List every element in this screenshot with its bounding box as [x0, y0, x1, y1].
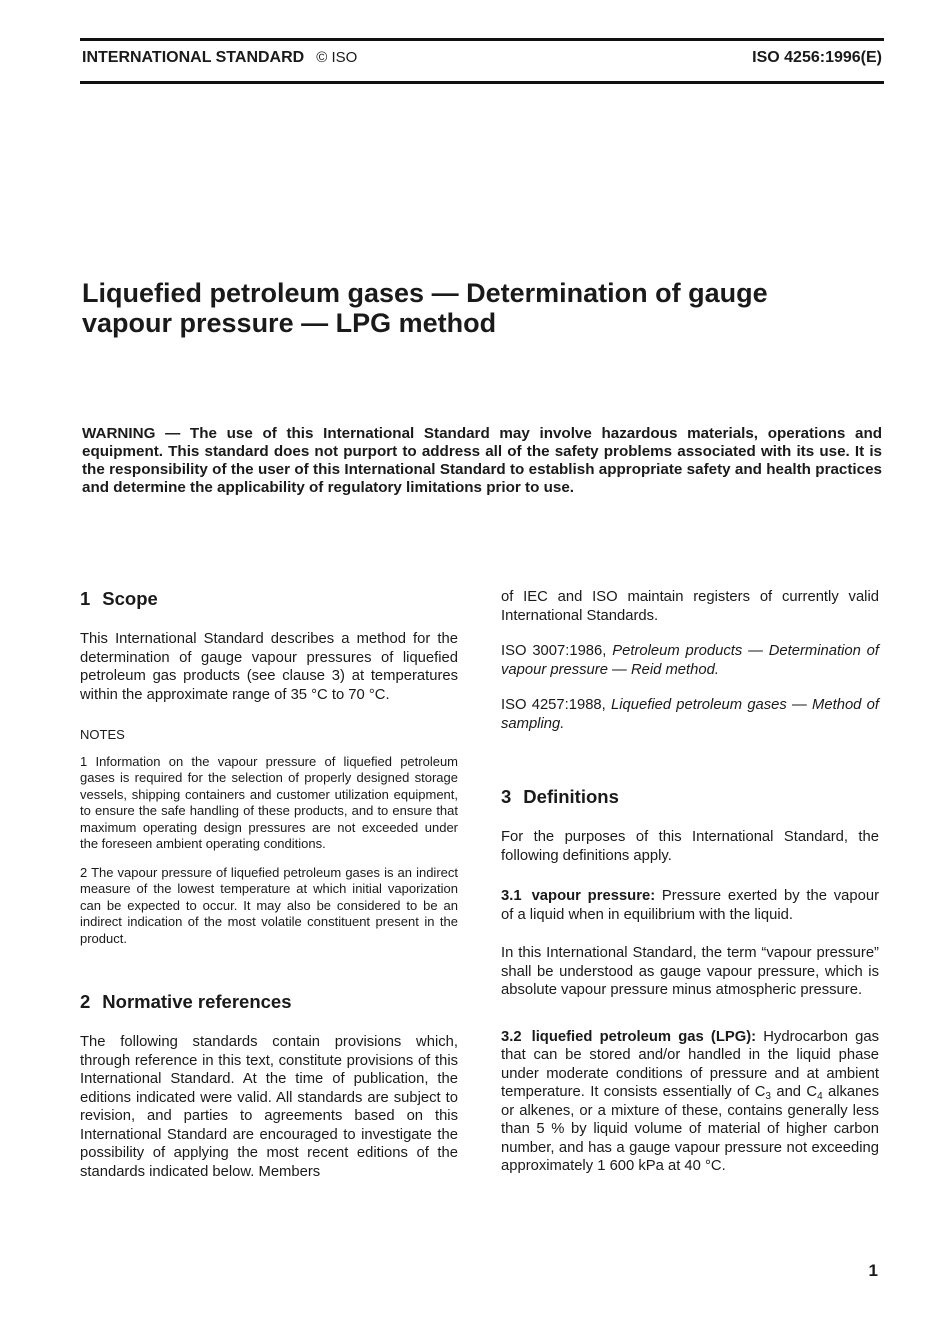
definition-3-1-note: In this International Standard, the term “vapour pressure” shall be understood as gauge vapour pressure, which is absolute vapour pressure minus atmospheric pressure. — [501, 945, 879, 998]
header-rule-bottom — [80, 81, 884, 84]
document-title — [82, 278, 882, 338]
header-copyright: © ISO — [316, 49, 358, 66]
reference-iso-3007: ISO 3007:1986, Petroleum products — Determination of vapour pressure — Reid method. — [501, 643, 879, 678]
scope-body: This International Standard describes a method for the determination of gauge vapour pressures of liquefied petroleum gas products (see clause 3) at temperatures within the approximate range of 35 °C to 70 °C. — [80, 631, 458, 703]
normative-continuation: of IEC and ISO maintain registers of currently valid International Standards. — [501, 589, 879, 624]
right-column — [501, 588, 879, 1176]
definitions-heading: 3 Definitions — [501, 786, 619, 807]
title-line-1: Liquefied petroleum gases — Determination of gauge — [82, 278, 768, 308]
header-rule-top — [80, 38, 884, 41]
reference-iso-4257: ISO 4257:1988, Liquefied petroleum gases — Method of sampling. — [501, 697, 879, 732]
scope-heading: 1 Scope — [80, 588, 158, 609]
header-document-id: ISO 4256:1996(E) — [752, 49, 882, 66]
note-2: 2 The vapour pressure of liquefied petroleum gases is an indirect measure of the lowest temperature at which initial vaporization can be expected to occur. It may also be considered to be an indirect indication of the most volatile constituent present in the product. — [80, 864, 458, 946]
definitions-intro: For the purposes of this International Standard, the following definitions apply. — [501, 829, 879, 864]
definition-3-1: 3.1 vapour pressure: Pressure exerted by the vapour of a liquid when in equilibrium with the liquid. — [501, 888, 879, 923]
page-number: 1 — [868, 1261, 878, 1280]
notes-label: NOTES — [80, 727, 125, 742]
warning-paragraph: WARNING — The use of this International Standard may involve hazardous materials, operations and equipment. This standard does not purport to address all of the safety problems associated with its use. It is the responsibility of the user of this International Standard to establish appropriate safety and health practices and determine the applicability of regulatory limitations prior to use. — [82, 425, 882, 496]
normative-body: The following standards contain provisions which, through reference in this text, constitute provisions of this International Standard. At the time of publication, the editions indicated were valid. All standards are subject to revision, and parties to agreements based on this International Standard are encouraged to investigate the possibility of applying the most recent editions of the standards indicated below. Members — [80, 1034, 458, 1180]
note-1: 1 Information on the vapour pressure of liquefied petroleum gases is required for the selection of properly designed storage vessels, shipping containers and customer utilization equipment, to ensure the safe handling of these products, and to ensure that maximum operating design pressures are not exceeded under the foreseen ambient operating conditions. — [80, 753, 458, 851]
header-left — [82, 49, 357, 67]
left-column — [80, 588, 458, 1181]
definition-3-2: 3.2 liquefied petroleum gas (LPG): Hydrocarbon gas that can be stored and/or handled in the liquid phase under moderate conditions of pressure and at ambient temperature. It consists essentially of $C_3$ and $C_4$ alkanes or alkenes, or a mixture of these, contains generally less than 5 % by liquid volume of material of higher carbon number, and has a gauge vapour pressure not exceeding approximately 1 600 kPa at 40 °C. — [501, 1028, 879, 1174]
title-line-2: vapour pressure — LPG method — [82, 308, 497, 338]
header-standard-label: INTERNATIONAL STANDARD — [82, 49, 305, 66]
normative-heading: 2 Normative references — [80, 991, 292, 1012]
